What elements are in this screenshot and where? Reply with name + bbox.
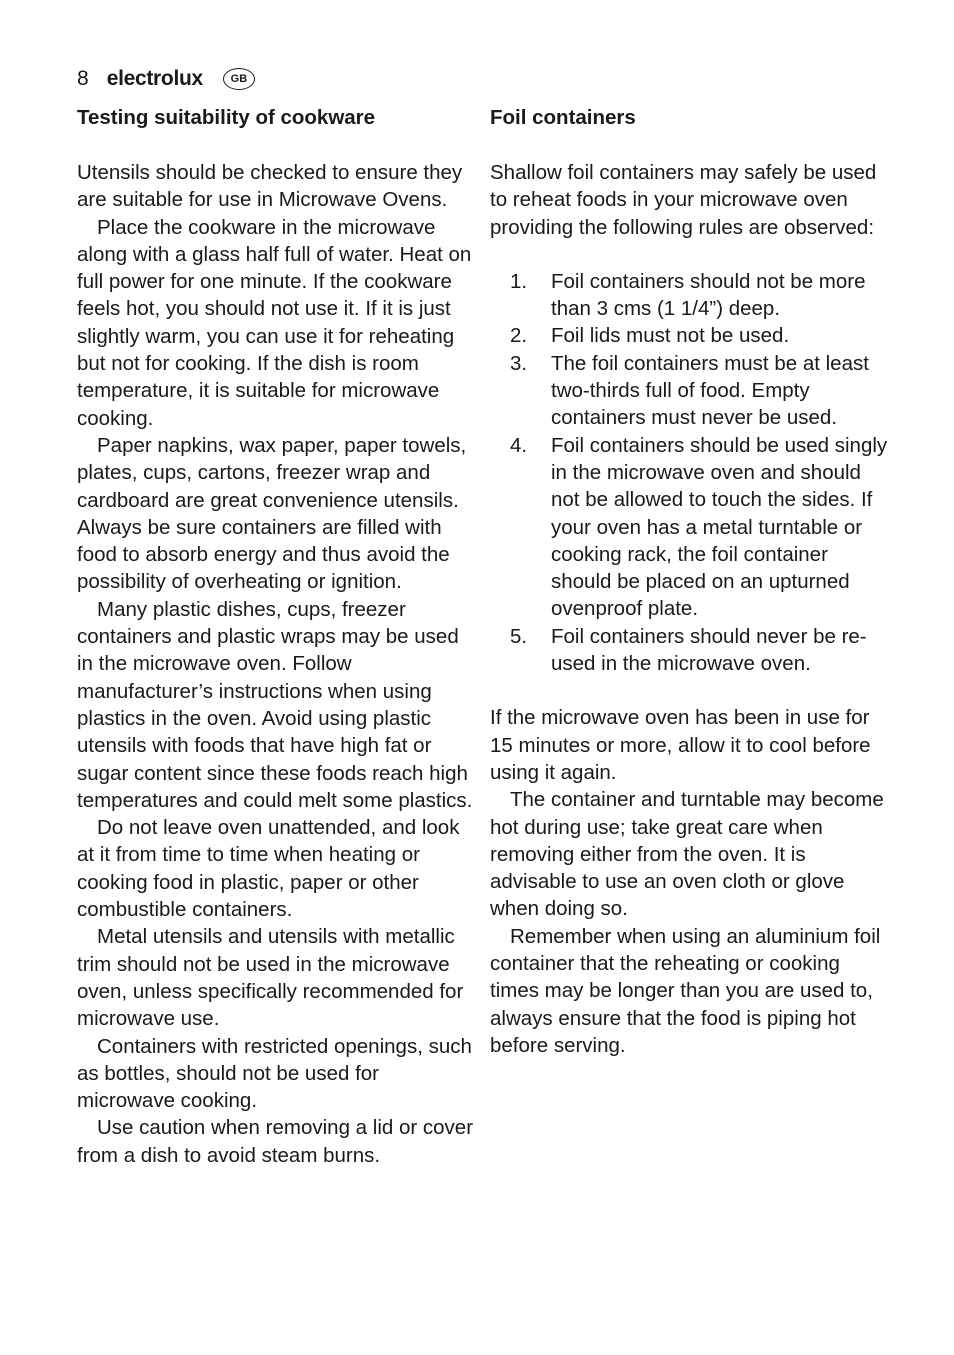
list-item-text: Foil containers should not be more than 3 cms (1 1/4”) deep. <box>551 269 866 321</box>
paragraph: Do not leave oven unattended, and look at it from time to time when heating or cooking food in plastic, paper or other combustible containers. <box>77 816 460 922</box>
paragraph: If the microwave oven has been in use for 15 minutes or more, allow it to cool before using it again. <box>490 706 871 784</box>
paragraph: Many plastic dishes, cups, freezer containers and plastic wraps may be used in the microwave oven. Follow manufacturer’s instructions when using plastics in the oven. Avoid using plastic utensils with foods that have high fat or sugar content since these foods reach high temperatures and could melt some plastics. <box>77 597 473 812</box>
list-item-number: 1. <box>510 269 528 293</box>
list-item-number: 4. <box>510 433 528 457</box>
list-item-text: The foil containers must be at least two-thirds full of food. Empty containers must never be used. <box>551 351 869 430</box>
paragraph: The container and turntable may become hot during use; take great care when removing either from the oven. It is advisable to use an oven cloth or glove when doing so. <box>490 788 884 921</box>
country-badge: GB <box>223 68 255 90</box>
paragraph: Remember when using an aluminium foil container that the reheating or cooking times may be longer than you are used to, always ensure that the food is piping hot before serving. <box>490 924 881 1057</box>
right-column <box>490 103 890 1059</box>
list-item-text: Foil containers should never be re-used in the microwave oven. <box>551 624 867 676</box>
intro-paragraph: Shallow foil containers may safely be used to reheat foods in your microwave oven providing the following rules are observed: <box>490 161 877 239</box>
list-item-number: 2. <box>510 324 528 348</box>
list-item <box>490 322 890 349</box>
section-heading-cookware: Testing suitability of cookware <box>77 106 376 129</box>
paragraph: Paper napkins, wax paper, paper towels, plates, cups, cartons, freezer wrap and cardboard are great convenience utensils. Always be sure containers are filled with food to absorb energy and thus avoid the possibility of overheating or ignition. <box>77 433 467 594</box>
list-item-text: Foil containers should be used singly in the microwave oven and should not be allowed to touch the sides. If your oven has a metal turntable or cooking rack, the foil container should be placed on an upturned ovenproof plate. <box>551 433 888 621</box>
page-number: 8 <box>77 67 89 90</box>
rules-list <box>490 268 890 677</box>
list-item-text: Foil lids must not be used. <box>551 324 790 348</box>
list-item <box>490 623 890 678</box>
list-item <box>490 350 890 432</box>
left-column <box>77 103 475 1169</box>
paragraph: Place the cookware in the microwave along with a glass half full of water. Heat on full power for one minute. If the cookware feels hot, you should not use it. If it is just slightly warm, you can use it for reheating but not for cooking. If the dish is room temperature, it is suitable for microwave cooking. <box>77 215 472 430</box>
paragraph: Metal utensils and utensils with metallic trim should not be used in the microwave oven, unless specifically recommended for microwave use. <box>77 925 464 1031</box>
list-item-number: 3. <box>510 351 528 375</box>
section-heading-foil: Foil containers <box>490 106 636 129</box>
paragraph: Containers with restricted openings, such as bottles, should not be used for microwave cooking. <box>77 1034 472 1113</box>
list-item <box>490 432 890 623</box>
paragraph: Utensils should be checked to ensure they are suitable for use in Microwave Ovens. <box>77 161 463 212</box>
list-item-number: 5. <box>510 624 528 648</box>
brand-logo: electrolux <box>106 67 203 90</box>
page-header <box>77 64 255 94</box>
paragraph: Use caution when removing a lid or cover from a dish to avoid steam burns. <box>77 1116 474 1167</box>
list-item <box>490 268 890 323</box>
